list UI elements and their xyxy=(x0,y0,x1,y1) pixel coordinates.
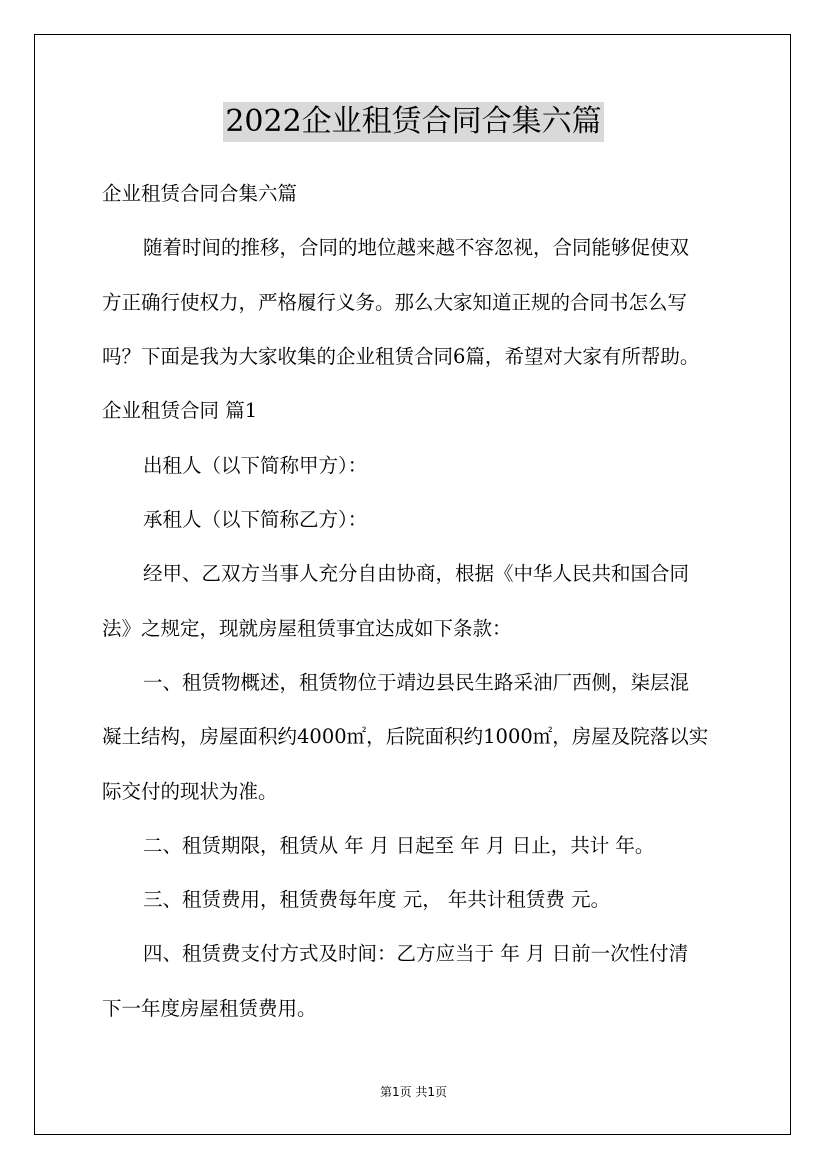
paragraph-line: 承租人（以下简称乙方）： xyxy=(143,508,368,531)
paragraph-line: 方正确行使权力，严格履行义务。那么大家知道正规的合同书怎么写 xyxy=(102,291,688,314)
paragraph-line: 法》之规定，现就房屋租赁事宜达成如下条款： xyxy=(102,617,512,640)
paragraph-line: 三、租赁费用，租赁费每年度 元， 年共计租赁费 元。 xyxy=(143,888,611,911)
paragraph-line: 随着时间的推移，合同的地位越来越不容忽视，合同能够促使双 xyxy=(143,236,690,259)
paragraph-line: 四、租赁费支付方式及时间：乙方应当于 年 月 日前一次性付清 xyxy=(143,942,689,965)
paragraph-line: 经甲、乙双方当事人充分自由协商，根据《中华人民共和国合同 xyxy=(143,562,690,585)
paragraph-line: 吗？下面是我为大家收集的企业租赁合同6篇，希望对大家有所帮助。 xyxy=(102,345,700,368)
paragraph-line: 一、租赁物概述，租赁物位于靖边县民生路采油厂西侧，柒层混 xyxy=(143,671,690,694)
title-container xyxy=(0,102,827,142)
paragraph-line: 下一年度房屋租赁费用。 xyxy=(102,997,317,1020)
paragraph-line: 出租人（以下简称甲方）： xyxy=(143,454,368,477)
subtitle-line: 企业租赁合同合集六篇 xyxy=(102,182,298,205)
section-heading: 企业租赁合同 篇1 xyxy=(102,399,258,422)
paragraph-line: 际交付的现状为准。 xyxy=(102,780,278,803)
document-title: 2022企业租赁合同合集六篇 xyxy=(223,102,603,142)
page-footer: 第1页 共1页 xyxy=(379,1085,448,1099)
paragraph-line: 二、租赁期限，租赁从 年 月 日起至 年 月 日止，共计 年。 xyxy=(143,834,655,857)
paragraph-line: 凝土结构，房屋面积约4000㎡，后院面积约1000㎡，房屋及院落以实 xyxy=(102,725,709,748)
